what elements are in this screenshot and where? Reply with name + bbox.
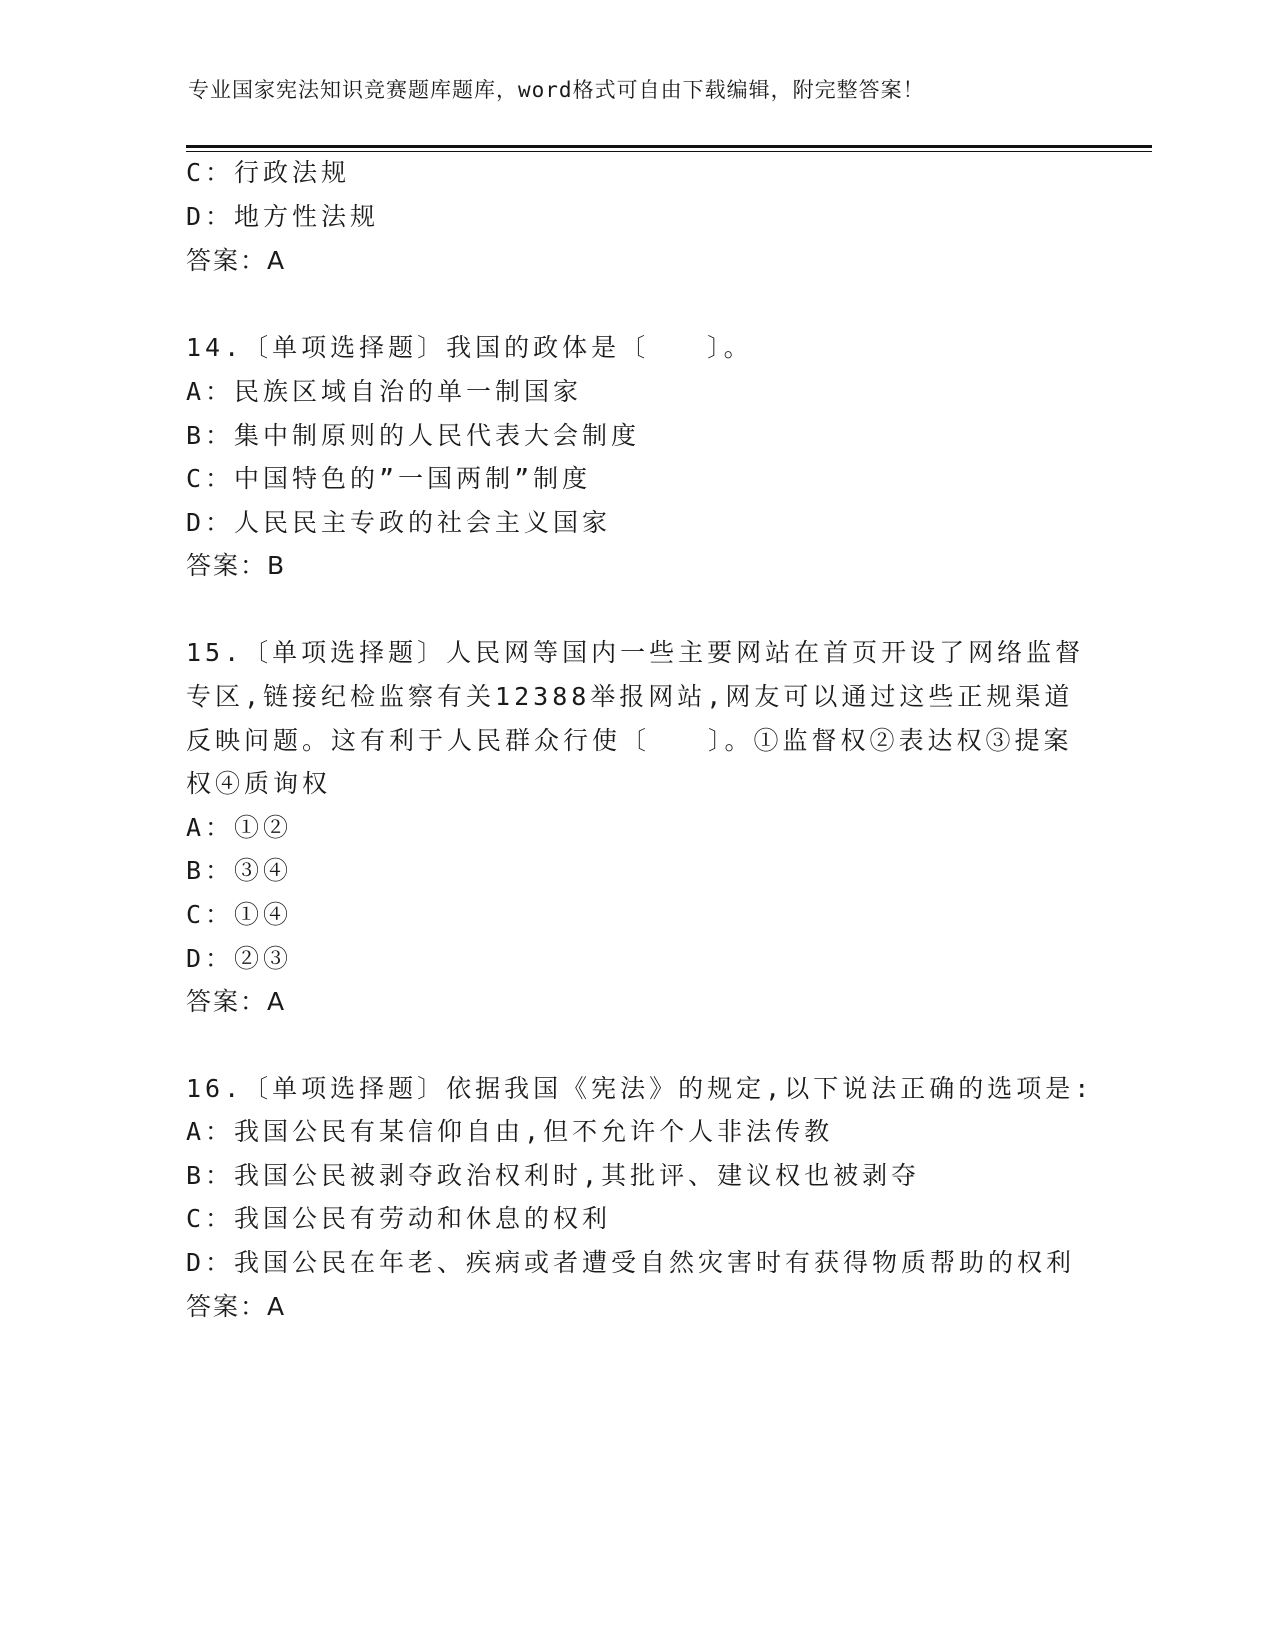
q15-stem-line4: 权④质询权 (186, 769, 332, 798)
q16-option-b: B：我国公民被剥夺政治权利时,其批评、建议权也被剥夺 (186, 1161, 921, 1190)
q13-option-c: C：行政法规 (186, 158, 351, 187)
q13-answer: 答案：A (186, 246, 287, 275)
q15-answer: 答案：A (186, 987, 287, 1016)
q14-stem: 14.〔单项选择题〕我国的政体是〔 〕。 (186, 333, 753, 362)
q14-option-a: A：民族区域自治的单一制国家 (186, 377, 583, 406)
q15-option-b: B：③④ (186, 856, 293, 885)
header-rule-thin (186, 151, 1152, 152)
q16-option-c: C：我国公民有劳动和休息的权利 (186, 1204, 612, 1233)
q15-option-c: C：①④ (186, 900, 293, 929)
q14-option-b: B：集中制原则的人民代表大会制度 (186, 421, 641, 450)
q15-option-d: D：②③ (186, 944, 293, 973)
q15-option-a: A：①② (186, 813, 293, 842)
page-header: 专业国家宪法知识竞赛题库题库，word格式可自由下载编辑，附完整答案！ (188, 78, 925, 102)
q14-answer: 答案：B (186, 551, 287, 580)
q14-option-d: D：人民民主专政的社会主义国家 (186, 508, 612, 537)
q15-stem-line2: 专区,链接纪检监察有关12388举报网站,网友可以通过这些正规渠道 (186, 682, 1074, 711)
q16-option-d: D：我国公民在年老、疾病或者遭受自然灾害时有获得物质帮助的权利 (186, 1248, 1076, 1277)
q16-answer: 答案：A (186, 1292, 287, 1321)
q14-option-c: C：中国特色的”一国两制”制度 (186, 464, 592, 493)
q16-stem: 16.〔单项选择题〕依据我国《宪法》的规定,以下说法正确的选项是: (186, 1074, 1094, 1103)
q16-option-a: A：我国公民有某信仰自由,但不允许个人非法传教 (186, 1117, 834, 1146)
q15-stem-line1: 15.〔单项选择题〕人民网等国内一些主要网站在首页开设了网络监督 (186, 638, 1085, 667)
q13-option-d: D：地方性法规 (186, 202, 380, 231)
header-rule-thick (186, 145, 1152, 148)
q15-stem-line3: 反映问题。这有利于人民群众行使〔 〕。①监督权②表达权③提案 (186, 726, 1073, 755)
